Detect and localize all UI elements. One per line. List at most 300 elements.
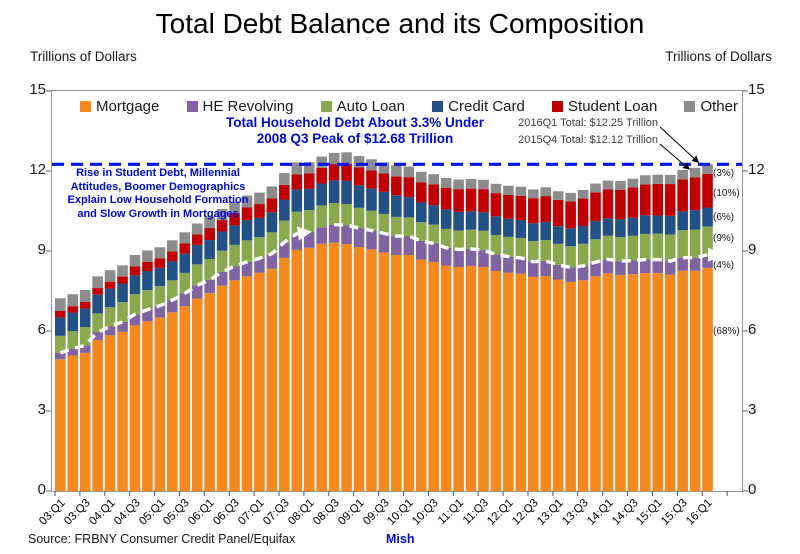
bar-segment [441, 209, 452, 228]
bar-segment [379, 253, 390, 491]
bar-segment [677, 230, 688, 257]
bar-segment [466, 249, 477, 266]
bar-segment [254, 273, 265, 491]
annotation-driver-note [54, 167, 262, 221]
bar-segment [528, 241, 539, 262]
bar-segment [329, 203, 340, 225]
bar-segment [67, 306, 78, 312]
segment-share-label: (10%) [713, 187, 740, 199]
bar-segment [615, 219, 626, 237]
bar-segment [677, 179, 688, 211]
bar-segment [428, 262, 439, 491]
annotation-2015q4-total: 2015Q4 Total: $12.12 Trillion [518, 134, 658, 146]
bar-segment [130, 325, 141, 491]
bar-segment [229, 225, 240, 244]
bar-segment [404, 217, 415, 236]
bar-segment [578, 190, 589, 199]
bar-segment [304, 173, 315, 188]
segment-share-label: (4%) [713, 259, 735, 271]
bar-segment [354, 247, 365, 491]
bar-segment [329, 243, 340, 491]
bar-segment [267, 269, 278, 491]
bar-segment [67, 294, 78, 306]
bar-segment [379, 192, 390, 214]
bar-segment [404, 166, 415, 177]
bar-segment [441, 178, 452, 188]
bar-segment [528, 189, 539, 198]
bar-segment [453, 230, 464, 249]
bar-segment [341, 204, 352, 225]
bar-segment [304, 248, 315, 491]
bar-segment [55, 359, 66, 491]
y-axis-right [748, 81, 782, 498]
bar-segment [615, 237, 626, 261]
bar-segment [179, 232, 190, 243]
bar-segment [540, 276, 551, 491]
annotation-peak-note [202, 115, 508, 147]
bar-segment [478, 180, 489, 189]
bar-segment [590, 192, 601, 221]
bar-segment [130, 275, 141, 294]
bar-segment [105, 289, 116, 308]
bar-segment [428, 244, 439, 262]
bar-segment [491, 193, 502, 216]
bar-segment [553, 200, 564, 226]
bar-segment [379, 173, 390, 191]
bar-segment [453, 189, 464, 212]
bar-segment [578, 280, 589, 491]
legend-item [187, 98, 294, 115]
source-note: Source: FRBNY Consumer Credit Panel/Equifax [28, 532, 296, 546]
bar-segment [291, 250, 302, 491]
bar-segment [677, 271, 688, 491]
bar-segment [528, 262, 539, 277]
bar-segment [55, 353, 66, 359]
x-tick-label: 03:Q3 [62, 497, 93, 528]
y-tick-label: 3 [748, 401, 757, 418]
bar-segment [428, 184, 439, 205]
x-tick-label: 07:Q3 [261, 497, 292, 528]
bar-segment [603, 218, 614, 236]
bar-segment [652, 234, 663, 260]
legend-label: Other [700, 98, 738, 115]
bar-segment [329, 180, 340, 203]
bar-segment [590, 276, 601, 491]
bar-segment [242, 240, 253, 262]
bar-segment [615, 261, 626, 275]
bar-segment [466, 189, 477, 212]
bar-segment [316, 244, 327, 491]
bar-segment [142, 290, 153, 309]
bar-segment [316, 227, 327, 244]
bar-segment [640, 260, 651, 274]
bar-segment [67, 349, 78, 356]
bar-segment [702, 226, 713, 254]
bar-segment [665, 234, 676, 261]
bar-segment [516, 238, 527, 258]
bar-segment [603, 273, 614, 491]
bar-segment [665, 216, 676, 235]
bar-segment [341, 225, 352, 244]
bar-segment [615, 275, 626, 491]
bar-segment [242, 220, 253, 240]
bar-segment [702, 268, 713, 491]
bar-segment [478, 267, 489, 491]
bar-segment [179, 293, 190, 306]
bar-segment [453, 180, 464, 190]
bar-segment [628, 261, 639, 275]
bar-segment [540, 187, 551, 196]
bar-segment [217, 232, 228, 251]
bar-segment [652, 273, 663, 491]
bar-segment [628, 274, 639, 491]
legend-label: Student Loan [568, 98, 658, 115]
bar-segment [677, 170, 688, 179]
bar-segment [67, 313, 78, 331]
y-tick-label: 0 [748, 481, 757, 498]
bar-segment [441, 188, 452, 210]
bar-segment [92, 295, 103, 314]
x-tick-label: 06:Q1 [186, 497, 218, 528]
bar-segment [341, 164, 352, 181]
bar-segment [615, 190, 626, 220]
bar-segment [528, 223, 539, 241]
bar-segment [217, 220, 228, 231]
annotation-arrow [660, 127, 698, 162]
x-tick-label: 05:Q3 [161, 497, 193, 528]
bar-segment [565, 193, 576, 202]
x-tick-label: 07:Q1 [236, 497, 267, 528]
bar-segment [142, 271, 153, 290]
bar-segment [192, 285, 203, 298]
bar-segment [503, 219, 514, 237]
bar-segment [80, 302, 91, 309]
bar-segment [179, 254, 190, 273]
x-tick-label: 16:Q1 [684, 497, 715, 528]
bar-segment [105, 282, 116, 289]
legend-swatch-other [684, 101, 695, 112]
x-tick-label: 04:Q3 [111, 497, 143, 528]
bar-segment [516, 274, 527, 491]
bar-segment [565, 228, 576, 246]
bar-segment [565, 268, 576, 282]
bar-segment [516, 220, 527, 238]
bar-segment [105, 335, 116, 491]
bar-segment [528, 277, 539, 491]
bar-segment [379, 214, 390, 233]
bar-segment [92, 276, 103, 288]
bar-segment [130, 255, 141, 266]
bar-segment [291, 174, 302, 189]
bar-segment [690, 210, 701, 229]
bar-segment [665, 274, 676, 491]
bar-segment [640, 184, 651, 215]
bar-segment [341, 152, 352, 163]
annotation-2016q1-total: 2016Q1 Total: $12.25 Trillion [518, 117, 658, 129]
bar-segment [204, 293, 215, 491]
bar-segment [130, 266, 141, 275]
bar-segment [279, 185, 290, 200]
bar-segment [453, 212, 464, 231]
bar-segment [80, 309, 91, 327]
bar-segment [491, 184, 502, 193]
bar-segment [677, 258, 688, 271]
peak-note-line: Total Household Debt About 3.3% Under [225, 115, 484, 130]
bar-segment [142, 321, 153, 491]
bar-segment [516, 187, 527, 196]
legend-item [552, 98, 657, 115]
bar-segment [503, 195, 514, 219]
bar-segment [428, 225, 439, 244]
bar-segment [491, 254, 502, 271]
bar-segment [179, 306, 190, 491]
bar-segment [142, 250, 153, 261]
bar-segment [565, 201, 576, 228]
bar-segment [155, 258, 166, 268]
bar-segment [192, 298, 203, 491]
bar-segment [540, 196, 551, 222]
bar-segment [553, 191, 564, 200]
legend-swatch-student-loan [552, 101, 563, 112]
bar-segment [80, 353, 91, 491]
bar-segment [516, 258, 527, 274]
bar-segment [690, 258, 701, 271]
bar-segment [640, 234, 651, 260]
x-tick-label: 15:Q1 [634, 497, 666, 528]
bar-segment [291, 189, 302, 211]
y-tick-label: 9 [748, 241, 757, 258]
legend-label: Mortgage [96, 98, 160, 115]
bar-segment [204, 280, 215, 293]
bar-segment [416, 202, 427, 222]
author-credit: Mish [386, 532, 415, 546]
bar-segment [366, 230, 377, 249]
bar-segment [267, 186, 278, 198]
bar-segment [167, 261, 178, 280]
legend-item [80, 98, 159, 115]
bar-segment [640, 273, 651, 491]
bar-segment [105, 270, 116, 281]
bar-segment [254, 237, 265, 258]
bar-segment [590, 221, 601, 239]
bar-segment [354, 228, 365, 247]
bar-segment [316, 157, 327, 168]
bar-segment [503, 186, 514, 195]
bar-segment [540, 240, 551, 261]
bar-segment [416, 260, 427, 491]
bar-segment [267, 254, 278, 269]
bar-segment [503, 237, 514, 257]
segment-share-label: (3%) [713, 167, 735, 179]
y-tick-label: 12 [748, 161, 765, 178]
driver-note-line: Rise in Student Debt, Millennial [76, 167, 240, 179]
bar-segment [628, 179, 639, 188]
y-tick-label: 6 [37, 321, 46, 338]
bar-segment [242, 276, 253, 491]
legend-item [321, 98, 405, 115]
bar-segment [640, 215, 651, 234]
legend-swatch-auto-loan [321, 101, 332, 112]
bar-segment [391, 195, 402, 217]
legend-item [684, 98, 738, 115]
unit-label-left: Trillions of Dollars [30, 49, 137, 64]
bar-segment [453, 249, 464, 267]
bar-segment [354, 185, 365, 207]
bar-segment [578, 198, 589, 225]
bar-segment [590, 239, 601, 262]
bar-segment [466, 266, 477, 491]
bar-segment [117, 265, 128, 276]
bar-segment [578, 226, 589, 244]
bar-segment [304, 210, 315, 232]
legend-label: Auto Loan [336, 98, 405, 115]
bar-segment [366, 170, 377, 188]
chart-canvas [52, 91, 742, 491]
plot-area [51, 90, 743, 492]
bar-segment [204, 240, 215, 259]
x-tick-label: 12:Q3 [510, 497, 541, 528]
x-tick-label: 14:Q1 [584, 497, 616, 528]
bar-segment [590, 184, 601, 193]
bar-segment [503, 257, 514, 273]
bar-segment [366, 189, 377, 211]
legend-label: HE Revolving [202, 98, 294, 115]
bar-segment [478, 231, 489, 250]
bar-segment [192, 245, 203, 264]
x-tick-label: 13:Q3 [559, 497, 591, 528]
bar-segment [702, 174, 713, 208]
x-tick-label: 06:Q3 [211, 497, 243, 528]
y-tick-label: 15 [748, 81, 765, 98]
legend-item [432, 98, 525, 115]
bar-segment [167, 251, 178, 261]
bar-segment [155, 247, 166, 258]
x-tick-label: 11:Q1 [436, 497, 467, 528]
bar-segment [55, 298, 66, 311]
bar-segment [578, 244, 589, 266]
segment-share-label: (9%) [713, 233, 735, 244]
bar-segment [404, 177, 415, 197]
bar-segment [690, 177, 701, 210]
bar-segment [540, 222, 551, 240]
bar-segment [229, 245, 240, 266]
bar-segment [304, 189, 315, 210]
legend [80, 98, 738, 115]
bar-segment [516, 196, 527, 220]
bar-segment [379, 233, 390, 252]
bar-segment [416, 172, 427, 182]
bar-segment [640, 175, 651, 184]
bar-segment [279, 258, 290, 491]
bar-segment [428, 174, 439, 184]
bar-segment [665, 261, 676, 274]
y-axis-left [12, 81, 46, 498]
bar-segment [155, 268, 166, 286]
bar-segment [80, 327, 91, 345]
bar-segment [366, 249, 377, 491]
bar-segment [628, 188, 639, 218]
bar-segment [441, 266, 452, 491]
bar-segment [341, 244, 352, 491]
y-tick-label: 15 [29, 81, 46, 98]
x-tick-label: 09:Q1 [335, 497, 367, 528]
y-tick-label: 0 [37, 481, 46, 498]
bar-segment [366, 211, 377, 231]
bar-segment [553, 280, 564, 491]
bar-segment [155, 317, 166, 491]
bar-segment [603, 189, 614, 218]
bar-segment [391, 236, 402, 255]
bar-segment [466, 211, 477, 229]
bar-segment [291, 212, 302, 234]
bar-segment [491, 271, 502, 491]
bar-segment [528, 198, 539, 223]
x-tick-label: 04:Q1 [86, 497, 118, 528]
bar-segment [354, 168, 365, 186]
bar-segment [553, 226, 564, 244]
bar-segment [702, 208, 713, 227]
bar-segment [329, 153, 340, 164]
x-tick-label: 13:Q1 [535, 497, 566, 528]
x-tick-label: 10:Q3 [410, 497, 442, 528]
bar-segment [603, 181, 614, 190]
bar-segment [329, 225, 340, 243]
bar-segment [204, 228, 215, 240]
peak-note-line: 2008 Q3 Peak of $12.68 Trillion [256, 131, 454, 146]
segment-share-label: (68%) [713, 326, 740, 338]
driver-note-line: Attitudes, Boomer Demographics [70, 180, 246, 193]
bar-segment [192, 234, 203, 244]
bar-segment [391, 176, 402, 195]
bar-segment [441, 248, 452, 266]
bar-segment [553, 244, 564, 265]
bar-segment [652, 216, 663, 234]
bar-segment [341, 181, 352, 204]
bar-segment [416, 241, 427, 260]
x-tick-label: 12:Q1 [485, 497, 516, 528]
bar-segment [628, 236, 639, 261]
bar-segment [565, 246, 576, 267]
bar-segment [55, 311, 66, 317]
bar-segment [466, 179, 477, 189]
bar-segment [267, 212, 278, 232]
bar-segment [279, 200, 290, 221]
y-tick-label: 3 [37, 401, 46, 418]
bar-segment [304, 232, 315, 248]
x-tick-label: 09:Q3 [360, 497, 392, 528]
bar-segment [665, 175, 676, 184]
x-tick-label: 14:Q3 [609, 497, 641, 528]
chart-title: Total Debt Balance and its Composition [155, 8, 645, 39]
bar-segment [117, 302, 128, 322]
bar-segment [652, 175, 663, 184]
legend-swatch-he-revolving [187, 101, 198, 112]
bar-segment [453, 267, 464, 491]
bar-segment [665, 184, 676, 216]
bar-segment [329, 164, 340, 180]
y-tick-label: 9 [37, 241, 46, 258]
bar-segment [628, 218, 639, 236]
x-tick-label: 03:Q1 [37, 497, 68, 528]
bar-segment [690, 168, 701, 178]
x-tick-label: 11:Q3 [460, 497, 491, 528]
bar-segment [491, 216, 502, 235]
x-tick-label: 08:Q1 [286, 497, 317, 528]
bar-segment [503, 273, 514, 491]
bar-segment [565, 282, 576, 491]
x-tick-label: 10:Q1 [385, 497, 417, 528]
bar-segment [391, 255, 402, 491]
